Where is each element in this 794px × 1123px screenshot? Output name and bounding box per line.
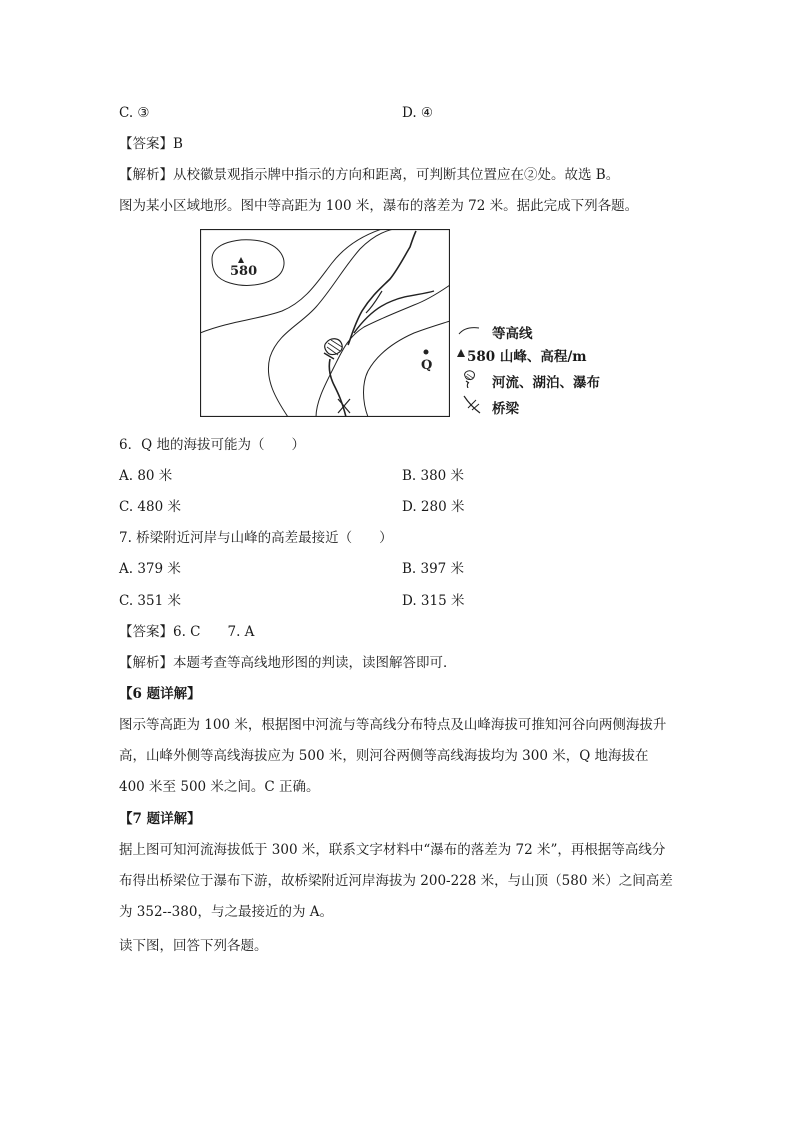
legend-peak-label: 580 山峰、高程/m [467, 349, 587, 365]
peak-legend-icon [456, 348, 466, 358]
q7-option-a: A. 379 米 [119, 561, 181, 577]
river-legend-icon [462, 370, 482, 388]
prev-option-c: C. ③ [119, 105, 150, 121]
prev-analysis: 【解析】从校徽景观指示牌中指示的方向和距离，可判断其位置应在②处。故选 B。 [119, 167, 620, 183]
prev-option-d: D. ④ [402, 105, 434, 121]
q7-option-d: D. 315 米 [402, 593, 465, 609]
closing-line: 读下图，回答下列各题。 [119, 938, 268, 954]
intro-text: 图为某小区域地形。图中等高距为 100 米，瀑布的落差为 72 米。据此完成下列各题。 [119, 198, 639, 214]
answer-line: 【答案】6. C 7. A [119, 624, 255, 640]
detail6-text: 图示等高距为 100 米，根据图中河流与等高线分布特点及山峰海拔可推知河谷向两侧海拔升高，山峰外侧等高线海拔应为 500 米，则河谷两侧等高线海拔均为 300 米，Q 地海拔在 400 米至 500 米之间。C 正确。 [119, 717, 667, 795]
analysis-line: 【解析】本题考查等高线地形图的判读，读图解答即可． [119, 655, 457, 671]
map-frame [201, 230, 450, 417]
q6-option-a: A. 80 米 [119, 468, 173, 484]
q7-option-b: B. 397 米 [402, 561, 465, 577]
legend-contour-label: 等高线 [492, 326, 533, 342]
contour-map [200, 229, 450, 417]
q6-option-c: C. 480 米 [119, 499, 181, 515]
contour-legend-icon [458, 326, 480, 336]
detail7-text: 据上图可知河流海拔低于 300 米，联系文字材料中“瀑布的落差为 72 米”，再根据等高线分布得出桥梁位于瀑布下游，故桥梁附近河岸海拔为 200-228 米，与山顶（580 米）之间高差为 352--380，与之最接近的为 A。 [119, 842, 673, 920]
q6-stem: 6．Q 地的海拔可能为（ ） [119, 437, 305, 453]
peak-elevation-label: 580 [230, 264, 258, 279]
q6-option-b: B. 380 米 [402, 468, 465, 484]
detail7-title: 【7 题详解】 [119, 811, 201, 827]
q7-option-c: C. 351 米 [119, 593, 181, 609]
detail6-title: 【6 题详解】 [119, 686, 201, 702]
legend-river-label: 河流、湖泊、瀑布 [492, 375, 600, 391]
prev-answer: 【答案】B [119, 136, 183, 152]
legend-bridge-label: 桥梁 [492, 401, 519, 417]
q-label: Q [421, 358, 433, 373]
q6-option-d: D. 280 米 [402, 499, 465, 515]
bridge-legend-icon [462, 394, 484, 414]
q-point [424, 350, 429, 355]
map-legend [456, 322, 616, 422]
q7-stem: 7. 桥梁附近河岸与山峰的高差最接近（ ） [119, 530, 393, 546]
